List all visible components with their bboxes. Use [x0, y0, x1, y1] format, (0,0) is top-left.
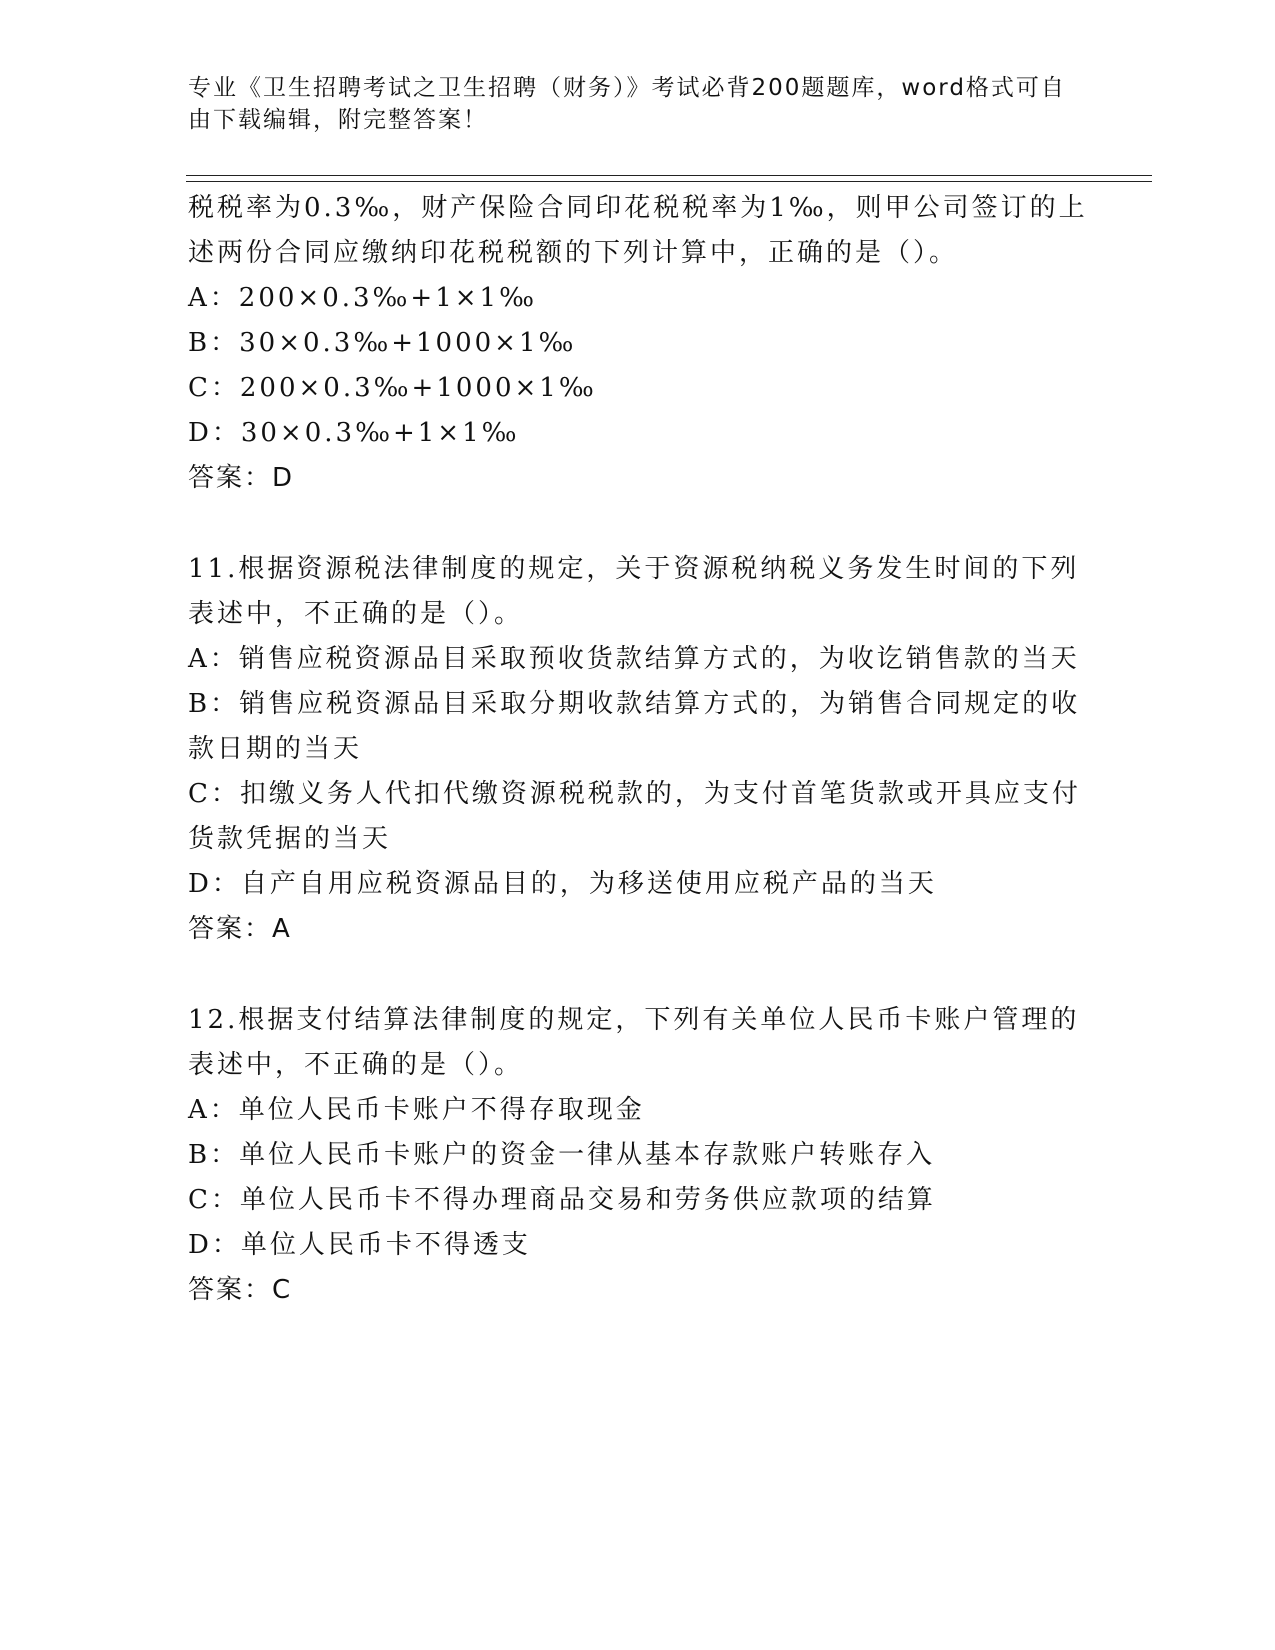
document-header — [188, 72, 1068, 136]
question-12-option-b: B：单位人民币卡账户的资金一律从基本存款账户转账存入 — [188, 1140, 936, 1170]
question-12-option-c: C：单位人民币卡不得办理商品交易和劳务供应款项的结算 — [188, 1185, 936, 1215]
question-12-text-line-1: 12.根据支付结算法律制度的规定，下列有关单位人民币卡账户管理的 — [188, 1005, 1080, 1035]
question-12 — [188, 998, 1088, 1313]
question-10-option-d: D：30×0.3‰+1×1‰ — [188, 418, 520, 448]
question-12-answer: 答案：C — [188, 1275, 293, 1305]
question-11-text-line-1: 11.根据资源税法律制度的规定，关于资源税纳税义务发生时间的下列 — [188, 554, 1080, 584]
question-10-option-a: A：200×0.3‰+1×1‰ — [188, 283, 537, 313]
spacer — [188, 501, 1088, 547]
question-11-option-c-line-2: 货款凭据的当天 — [188, 824, 392, 854]
question-10-option-c: C：200×0.3‰+1000×1‰ — [188, 373, 597, 403]
question-11-text-line-2: 表述中，不正确的是（）。 — [188, 599, 524, 629]
question-10 — [188, 186, 1088, 501]
question-10-text-line-1: 税税率为0.3‰，财产保险合同印花税税率为1‰，则甲公司签订的上 — [188, 193, 1088, 223]
spacer — [188, 952, 1088, 998]
header-rule-top — [186, 175, 1152, 176]
header-rule-bottom — [186, 181, 1152, 182]
question-10-text-line-2: 述两份合同应缴纳印花税税额的下列计算中，正确的是（）。 — [188, 238, 959, 268]
question-11-answer: 答案：A — [188, 914, 292, 944]
header-line-1: 专业《卫生招聘考试之卫生招聘（财务）》考试必背200题题库，word格式可自 — [188, 75, 1066, 101]
question-11-option-b-line-2: 款日期的当天 — [188, 734, 363, 764]
question-content — [188, 186, 1088, 1313]
header-line-2: 由下载编辑，附完整答案！ — [188, 107, 488, 133]
question-11-option-d: D：自产自用应税资源品目的，为移送使用应税产品的当天 — [188, 869, 937, 899]
question-11-option-a: A：销售应税资源品目采取预收货款结算方式的，为收讫销售款的当天 — [188, 644, 1080, 674]
question-12-option-a: A：单位人民币卡账户不得存取现金 — [188, 1095, 645, 1125]
question-12-text-line-2: 表述中，不正确的是（）。 — [188, 1050, 524, 1080]
question-11 — [188, 547, 1088, 952]
question-10-answer: 答案：D — [188, 463, 295, 493]
question-12-option-d: D：单位人民币卡不得透支 — [188, 1230, 531, 1260]
question-11-option-b-line-1: B：销售应税资源品目采取分期收款结算方式的，为销售合同规定的收 — [188, 689, 1081, 719]
question-10-option-b: B：30×0.3‰+1000×1‰ — [188, 328, 577, 358]
question-11-option-c-line-1: C：扣缴义务人代扣代缴资源税税款的，为支付首笔货款或开具应支付 — [188, 779, 1081, 809]
